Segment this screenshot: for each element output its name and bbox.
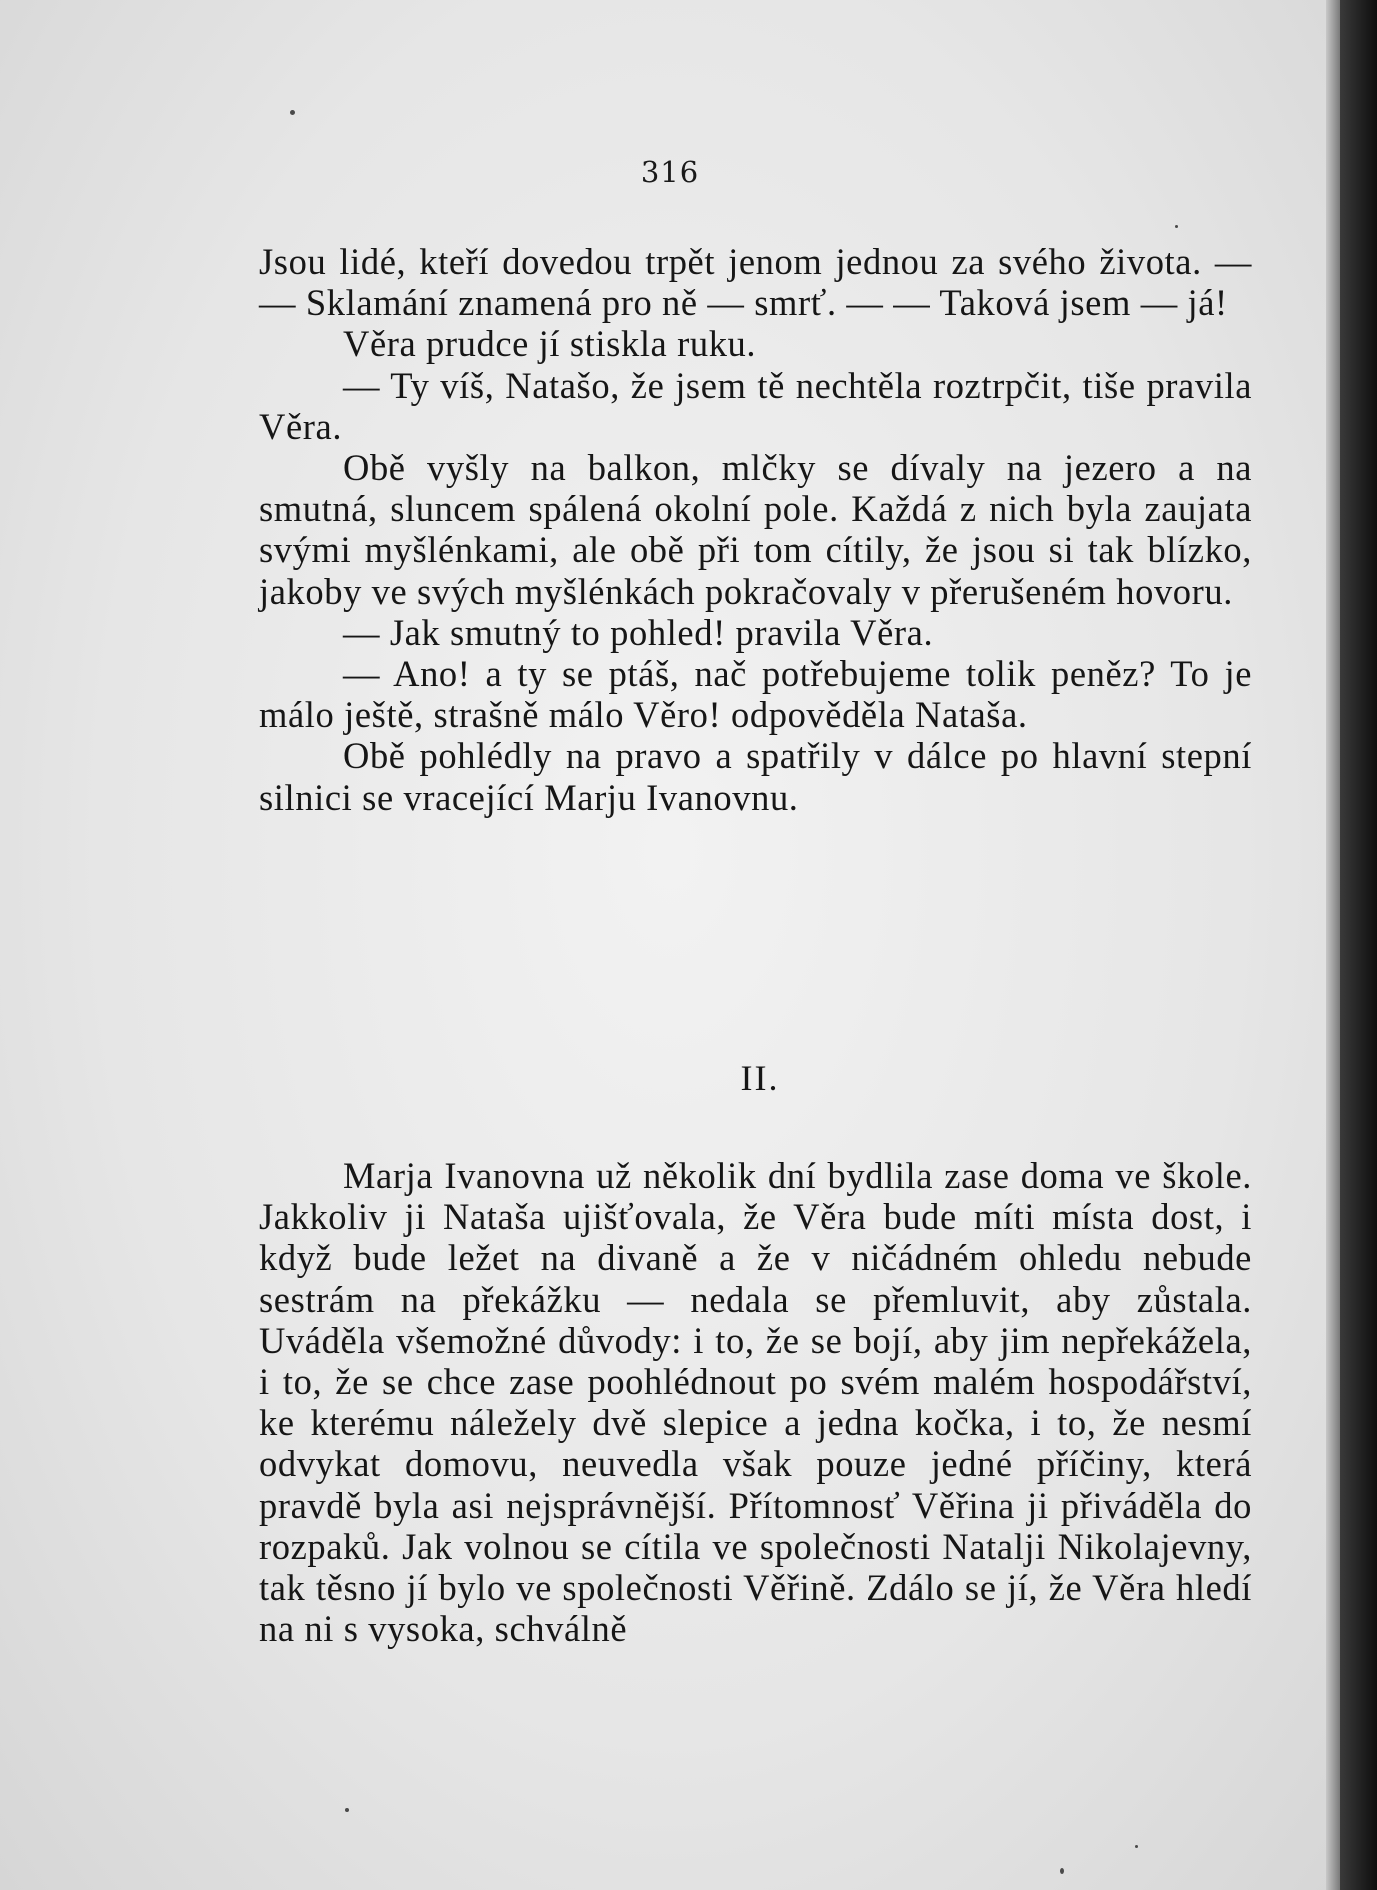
paragraph: — Ty víš, Natašo, že jsem tě nechtěla roztrpčit, tiše pravila Věra. bbox=[259, 364, 1252, 447]
paragraph: Jsou lidé, kteří dovedou trpět jenom jednou za svého života. — — Sklamání znamená pro ně — smrť. — — Taková jsem — já! bbox=[259, 241, 1252, 324]
page-edge-shadow bbox=[1326, 0, 1340, 1890]
paper-speck bbox=[1135, 1845, 1138, 1848]
paragraph: — Jak smutný to pohled! pravila Věra. bbox=[343, 611, 934, 653]
paper-speck bbox=[345, 1808, 349, 1812]
paragraph: Obě vyšly na balkon, mlčky se dívaly na jezero a na smutná, sluncem spálená okolní pole. Každá z nich byla zaujata svými myšlénkami, ale obě při tom cítily, že jsou si tak blízko, jakoby ve svých myšlénkách pokračovaly v přerušeném hovoru. bbox=[259, 447, 1252, 612]
paragraph: — Ano! a ty se ptáš, nač potřebujeme tolik peněz? To je málo ještě, strašně málo Věro! odpověděla Nataša. bbox=[259, 653, 1252, 736]
paper-speck bbox=[1175, 225, 1178, 228]
top-section-text bbox=[259, 241, 1252, 818]
paper-speck bbox=[290, 110, 295, 115]
paper-speck bbox=[1060, 1868, 1064, 1874]
bottom-section-text bbox=[259, 1155, 1252, 1649]
book-edge bbox=[1340, 0, 1377, 1890]
paragraph: Marja Ivanovna už několik dní bydlila zase doma ve škole. Jakkoliv ji Nataša ujišťovala, že Věra bude míti místa dost, i když bude ležet na divaně a že v ničádném ohledu nebude sestrám na překážku — nedala se přemluvit, aby zůstala. Uváděla všemožné důvody: i to, že se bojí, aby jim nepřekážela, i to, že se chce zase poohlédnout po svém malém hospodářství, ke kterému náležely dvě slepice a jedna kočka, i to, že nesmí odvykat domovu, neuvedla však pouze jedné příčiny, která pravdě byla asi nejsprávnější. Přítomnosť Věřina ji přiváděla do rozpaků. Jak volnou se cítila ve společnosti Natalji Nikolajevny, tak těsno jí bylo ve společnosti Věřině. Zdálo se jí, že Věra hledí na ni s vysoka, schválně bbox=[259, 1155, 1252, 1650]
page-number: 316 bbox=[640, 155, 700, 189]
paragraph: Věra prudce jí stiskla ruku. bbox=[343, 323, 757, 365]
section-heading: II. bbox=[740, 1058, 780, 1098]
paragraph: Obě pohlédly na pravo a spatřily v dálce po hlavní stepní silnici se vracející Marju Ivanovnu. bbox=[259, 735, 1252, 818]
